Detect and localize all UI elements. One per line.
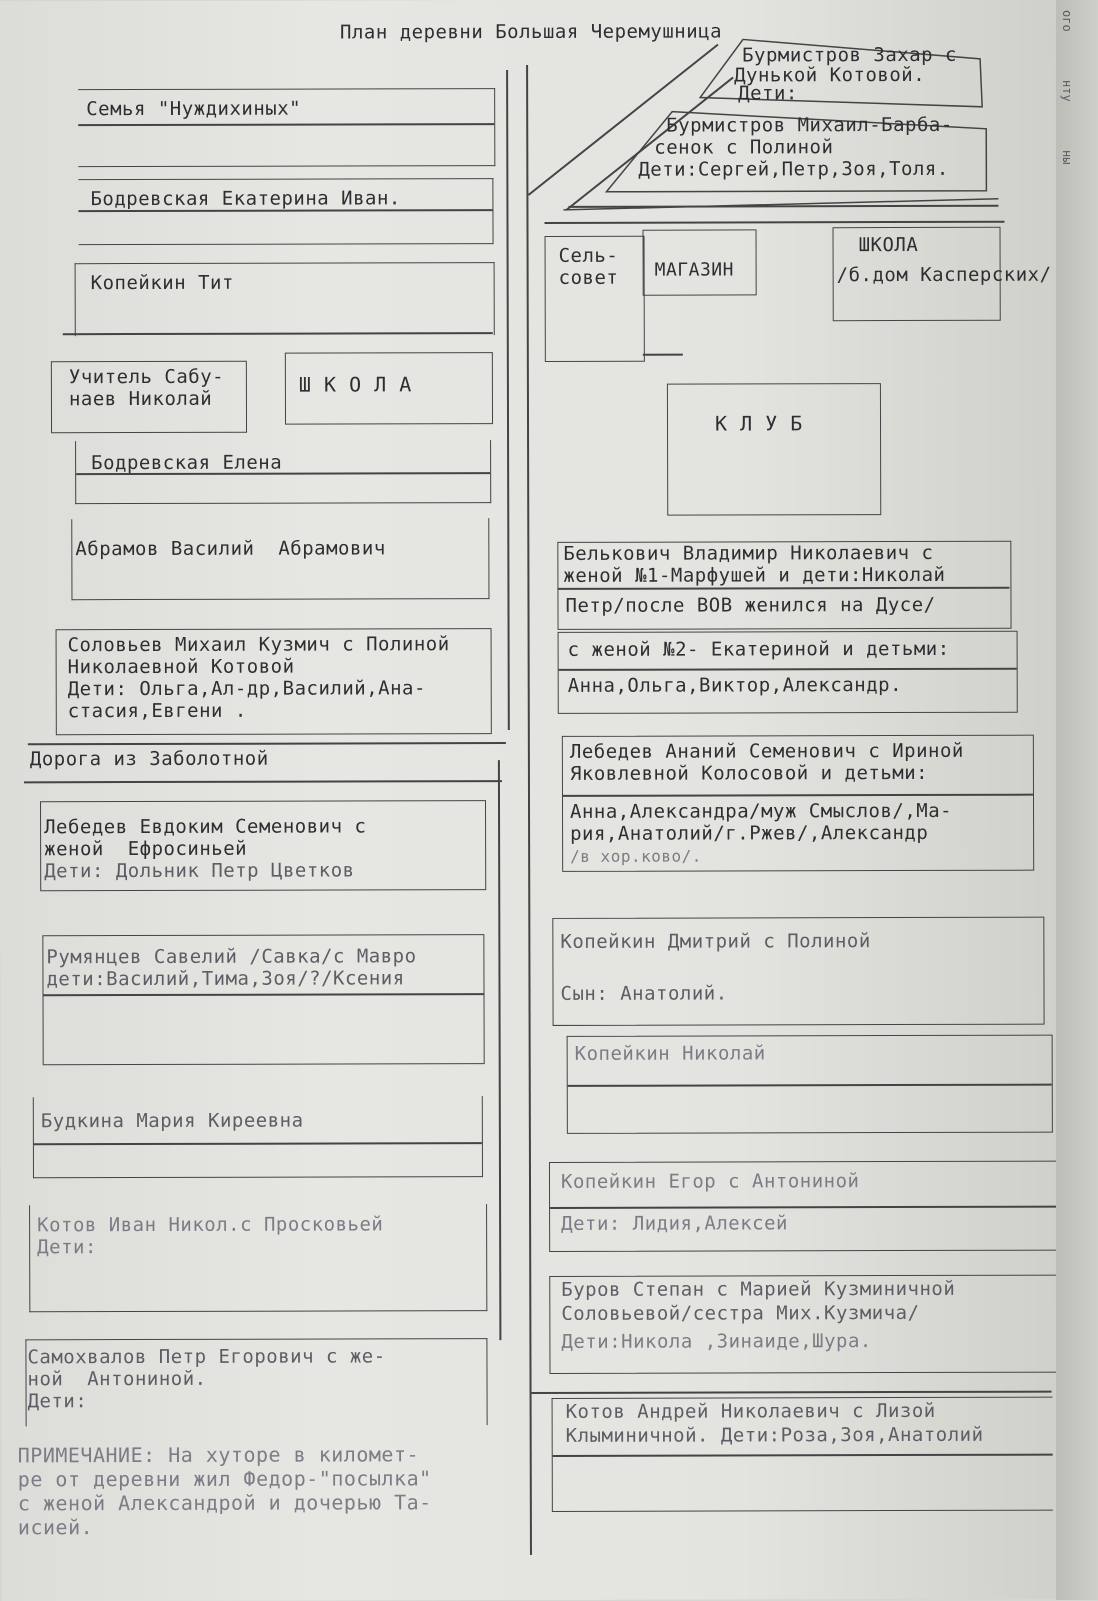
house-label: Бодревская Елена <box>91 451 283 475</box>
house-divider <box>559 668 1017 671</box>
house-line: Клыминичной. Дети:Роза,Зоя,Анатолий <box>565 1423 984 1447</box>
house-line: Лебедев Ананий Семенович с Ириной <box>569 739 964 763</box>
next-page-edge <box>1056 0 1098 1600</box>
note-line: ре от деревни жил Федор-"посылка" <box>17 1466 432 1492</box>
house-label: наев Николай <box>68 387 213 411</box>
house-line: Дети: <box>37 1236 97 1259</box>
house-line: дети:Василий,Тима,Зоя/?/Ксения <box>46 967 405 991</box>
house-line: Котов Андрей Николаевич с Лизой <box>565 1399 936 1423</box>
house-label: Абрамов Василий Абрамович <box>75 537 386 561</box>
house-line: Дети: <box>27 1390 88 1413</box>
house-line: рия,Анатолий/г.Ржев/,Александр <box>570 821 929 845</box>
magazin-label: МАГАЗИН <box>654 259 734 281</box>
house-line: Копейкин Николай <box>574 1042 766 1065</box>
house-line: Анна,Александра/муж Смыслов/,Ма- <box>570 799 953 823</box>
house-line: ной Антониной. <box>27 1367 207 1391</box>
page-title: План деревни Большая Черемушница <box>339 20 723 44</box>
road-upper-edge <box>28 742 506 745</box>
house-line: Дети: Дольник Петр Цветков <box>44 859 355 883</box>
house-line: Дети: <box>738 82 798 105</box>
house-divider <box>532 1391 1052 1394</box>
house-line: Дети:Сергей,Петр,Зоя,Толя. <box>638 157 949 181</box>
note-line: ПРИМЕЧАНИЕ: На хуторе в километ- <box>17 1442 420 1468</box>
house-line: Яковлевной Колосовой и детьми: <box>569 761 929 785</box>
club-label: К Л У Б <box>714 411 803 436</box>
house-line: Соловьевой/сестра Мих.Кузмича/ <box>561 1301 920 1325</box>
house-line: Дети: Лидия,Алексей <box>561 1212 788 1235</box>
house-line: /в хор.ково/. <box>570 846 702 866</box>
house-line: Копейкин Егор с Антониной <box>560 1170 860 1193</box>
house-divider <box>550 1206 1060 1209</box>
house-line: Анна,Ольга,Виктор,Александр. <box>567 674 903 697</box>
edge-text: нту <box>1060 80 1074 102</box>
house-line: стасия,Евгени . <box>67 699 247 723</box>
house-line: Копейкин Дмитрий с Полиной <box>560 930 871 953</box>
note-line: с женой Александрой и дочерью Та- <box>17 1490 432 1516</box>
selsovet-label: совет <box>558 266 619 289</box>
note-line: исией. <box>17 1515 94 1540</box>
edge-text: ого <box>1060 10 1074 32</box>
house-line: Будкина Мария Киреевна <box>40 1109 304 1133</box>
house-line: Дети:Никола ,Зинаиде,Шура. <box>561 1330 872 1353</box>
house-line: Лебедев Евдоким Семенович с <box>44 815 367 839</box>
house-divider <box>553 1454 1053 1457</box>
house-label: Семья "Нуждихиных" <box>86 97 302 121</box>
house-divider <box>568 1084 1052 1087</box>
house-label: Бодревская Екатерина Иван. <box>90 187 401 211</box>
road-lower-edge <box>24 780 502 783</box>
house-divider <box>78 123 494 126</box>
main-road-right-edge <box>526 65 532 1555</box>
selsovet-label: Сель- <box>558 244 619 267</box>
house-divider <box>34 1142 482 1145</box>
house-line: с женой №2- Екатериной и детьми: <box>567 637 950 661</box>
house-line: сенок с Полиной <box>654 136 834 159</box>
house-line: Белькович Владимир Николаевич с <box>563 541 934 565</box>
lower-road-left-edge <box>498 760 502 1340</box>
house-line: Румянцев Савелий /Савка/с Мавро <box>46 945 417 969</box>
house-line: женой Ефросиньей <box>44 837 248 861</box>
house-line: Котов Иван Никол.с Просковьей <box>37 1213 384 1237</box>
house-label: Учитель Сабу- <box>68 365 225 389</box>
house-divider <box>563 794 1033 797</box>
house-label: Копейкин Тит <box>90 271 234 295</box>
house-line: женой №1-Марфушей и дети:Николай <box>563 563 946 587</box>
house-line: Дунькой Котовой. <box>734 63 926 87</box>
main-road-left-edge <box>506 70 510 730</box>
school-left-label: Ш К О Л А <box>298 372 412 397</box>
house-line: Соловьев Михаил Кузмич с Полиной <box>67 633 450 657</box>
house-line: Буров Степан с Марией Кузминичной <box>561 1277 956 1301</box>
house-line: Сын: Анатолий. <box>560 982 728 1005</box>
house-line: Бурмистров Захар с <box>742 43 957 67</box>
edge-text: ны <box>1060 150 1074 165</box>
house-line: Дети: Ольга,Ал-др,Василий,Ана- <box>67 677 426 701</box>
house-line: Петр/после ВОВ женился на Дусе/ <box>565 593 936 617</box>
house-line: Бурмистров Михаил-Барба- <box>666 113 953 137</box>
selsovet-fence <box>643 354 683 356</box>
road-label: Дорога из Заболотной <box>29 747 269 771</box>
house-budkina <box>33 1096 483 1178</box>
club-building <box>667 383 881 516</box>
house-line: Самохвалов Петр Егорович с же- <box>27 1345 386 1369</box>
school-right-label: /б.дом Касперских/ <box>836 263 1052 287</box>
house-line: Николаевной Котовой <box>67 655 295 679</box>
school-right-label: ШКОЛА <box>858 233 919 257</box>
house-divider <box>44 993 484 996</box>
